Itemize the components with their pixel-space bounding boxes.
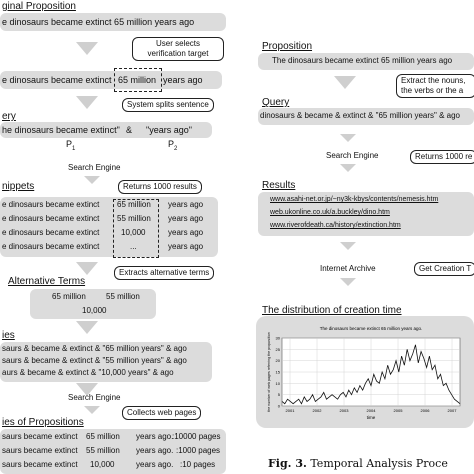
- alt-term-2: 55 million: [106, 292, 140, 301]
- search-engine-label-2: Search Engine: [68, 393, 121, 402]
- x-tick-label: 2007: [447, 408, 457, 413]
- flow-arrow: [340, 242, 356, 250]
- proposition-text: The dinosaurs became extinct 65 million years ago: [272, 56, 453, 65]
- query-part2: "years ago": [146, 125, 192, 135]
- alternative-terms-title: Alternative Terms: [8, 276, 86, 287]
- returns-note-right: Returns 1000 re: [410, 150, 474, 164]
- y-tick-label: 15: [275, 369, 280, 375]
- snippet-row: e dinosaurs became extinct ... years ago: [2, 242, 204, 251]
- y-tick-label: 20: [275, 358, 280, 364]
- split-box: [0, 71, 222, 89]
- y-tick-label: 5: [277, 392, 280, 398]
- search-engine-label-1: Search Engine: [68, 163, 121, 172]
- system-splits-note: System splits sentence: [122, 98, 214, 112]
- y-tick-label: 10: [275, 380, 280, 386]
- flow-arrow: [334, 76, 356, 89]
- snippets-box: [0, 197, 218, 257]
- snippet-row: e dinosaurs became extinct 10,000 years ago: [2, 228, 204, 237]
- query-row: aurs & became & extinct & "10,000 years" & ago: [2, 368, 174, 377]
- snippet-row: e dinosaurs became extinct 65 million years ago: [2, 200, 204, 209]
- split-before: e dinosaurs became extinct: [2, 75, 112, 85]
- split-target: 65 million: [118, 75, 157, 85]
- x-tick-label: 2006: [420, 408, 430, 413]
- collects-pages-note: Collects web pages: [122, 406, 201, 420]
- proposition-row: saurs became extinct 10,000 years ago. :10 pages: [2, 460, 216, 469]
- distribution-panel: [256, 316, 474, 428]
- results-title: Results: [262, 180, 296, 191]
- proposition-box: [258, 53, 474, 70]
- query-amp: &: [126, 125, 133, 135]
- flow-arrow: [340, 134, 356, 142]
- x-tick-label: 2005: [393, 408, 403, 413]
- flow-arrow: [76, 262, 98, 275]
- search-engine-label-right: Search Engine: [326, 151, 379, 160]
- returns-results-note: Returns 1000 results: [118, 180, 202, 194]
- flow-arrow: [84, 406, 100, 414]
- flow-arrow: [76, 96, 98, 109]
- query-box-right: [258, 108, 474, 125]
- get-creation-note: Get Creation T: [414, 262, 474, 276]
- query-text-right: dinosaurs & became & extinct & "65 million years" & ago: [260, 111, 460, 120]
- queries-box: [0, 342, 212, 382]
- proposition-title: Proposition: [262, 41, 313, 52]
- distribution-title: The distribution of creation time: [262, 305, 402, 316]
- propositions-title: ies of Propositions: [2, 417, 84, 428]
- x-axis-label: time: [366, 415, 376, 420]
- propositions-box: [0, 429, 226, 474]
- y-tick-label: 30: [275, 335, 280, 341]
- x-tick-label: 2003: [339, 408, 349, 413]
- extract-nouns-note: Extract the nouns, the verbs or the a: [396, 74, 474, 98]
- extracts-terms-note: Extracts alternative terms: [114, 266, 214, 280]
- y-axis-label: the number of web pages referring the proposition: [267, 332, 271, 412]
- chart-title: The dinosaurs became extinct 65 million years ago.: [319, 326, 423, 331]
- original-proposition-box: [0, 13, 226, 31]
- split-after: years ago: [163, 75, 203, 85]
- queries-title: ies: [2, 330, 15, 341]
- query-box: [0, 122, 212, 138]
- query-title-right: Query: [262, 97, 290, 108]
- flow-arrow: [340, 278, 356, 286]
- x-tick-label: 2001: [285, 408, 295, 413]
- query-part1: he dinosaurs became extinct": [2, 125, 120, 135]
- p2-label: $P_2$: [168, 139, 178, 152]
- alt-term-1: 65 million: [52, 292, 86, 301]
- y-tick-label: 0: [277, 403, 280, 409]
- flow-arrow: [76, 42, 98, 55]
- y-tick-label: 25: [275, 346, 280, 352]
- p1-label: $P_1$: [66, 139, 76, 152]
- result-url[interactable]: www.riverofdeath.ca/history/extinction.htm: [270, 222, 401, 229]
- verification-target-highlight: [114, 68, 162, 92]
- flow-arrow: [340, 164, 356, 172]
- query-row: saurs & became & extinct & "55 million years" & ago: [2, 356, 187, 365]
- x-tick-label: 2004: [366, 408, 376, 413]
- result-url[interactable]: web.ukonline.co.uk/a.buckley/dino.htm: [270, 209, 390, 216]
- proposition-row: saurs became extinct 55 million years ago. :1000 pages: [2, 446, 221, 455]
- alternative-terms-highlight: [113, 199, 159, 258]
- creation-time-chart: [256, 316, 474, 428]
- user-selects-note: User selects verification target: [132, 37, 224, 61]
- query-title: ery: [2, 111, 16, 122]
- snippet-row: e dinosaurs became extinct 55 million years ago: [2, 214, 204, 223]
- results-box: [258, 192, 474, 236]
- figure-caption: Fig. 3. Temporal Analysis Proce: [268, 457, 448, 470]
- x-tick-label: 2002: [312, 408, 322, 413]
- result-url[interactable]: www.asahi-net.or.jp/~ny3k-kbys/contents/nemesis.htm: [270, 196, 439, 203]
- internet-archive-label: Internet Archive: [320, 264, 376, 273]
- proposition-row: saurs became extinct 65 million years ago. :10000 pages: [2, 432, 221, 441]
- flow-arrow: [84, 176, 100, 184]
- flow-arrow: [76, 321, 98, 334]
- snippets-title: nippets: [2, 181, 35, 192]
- query-row: saurs & became & extinct & "65 million years" & ago: [2, 344, 187, 353]
- alternative-terms-box: [30, 289, 156, 319]
- original-proposition-text: e dinosaurs became extinct 65 million years ago: [2, 17, 195, 27]
- alt-term-3: 10,000: [82, 306, 107, 315]
- original-proposition-title: ginal Proposition: [2, 1, 76, 12]
